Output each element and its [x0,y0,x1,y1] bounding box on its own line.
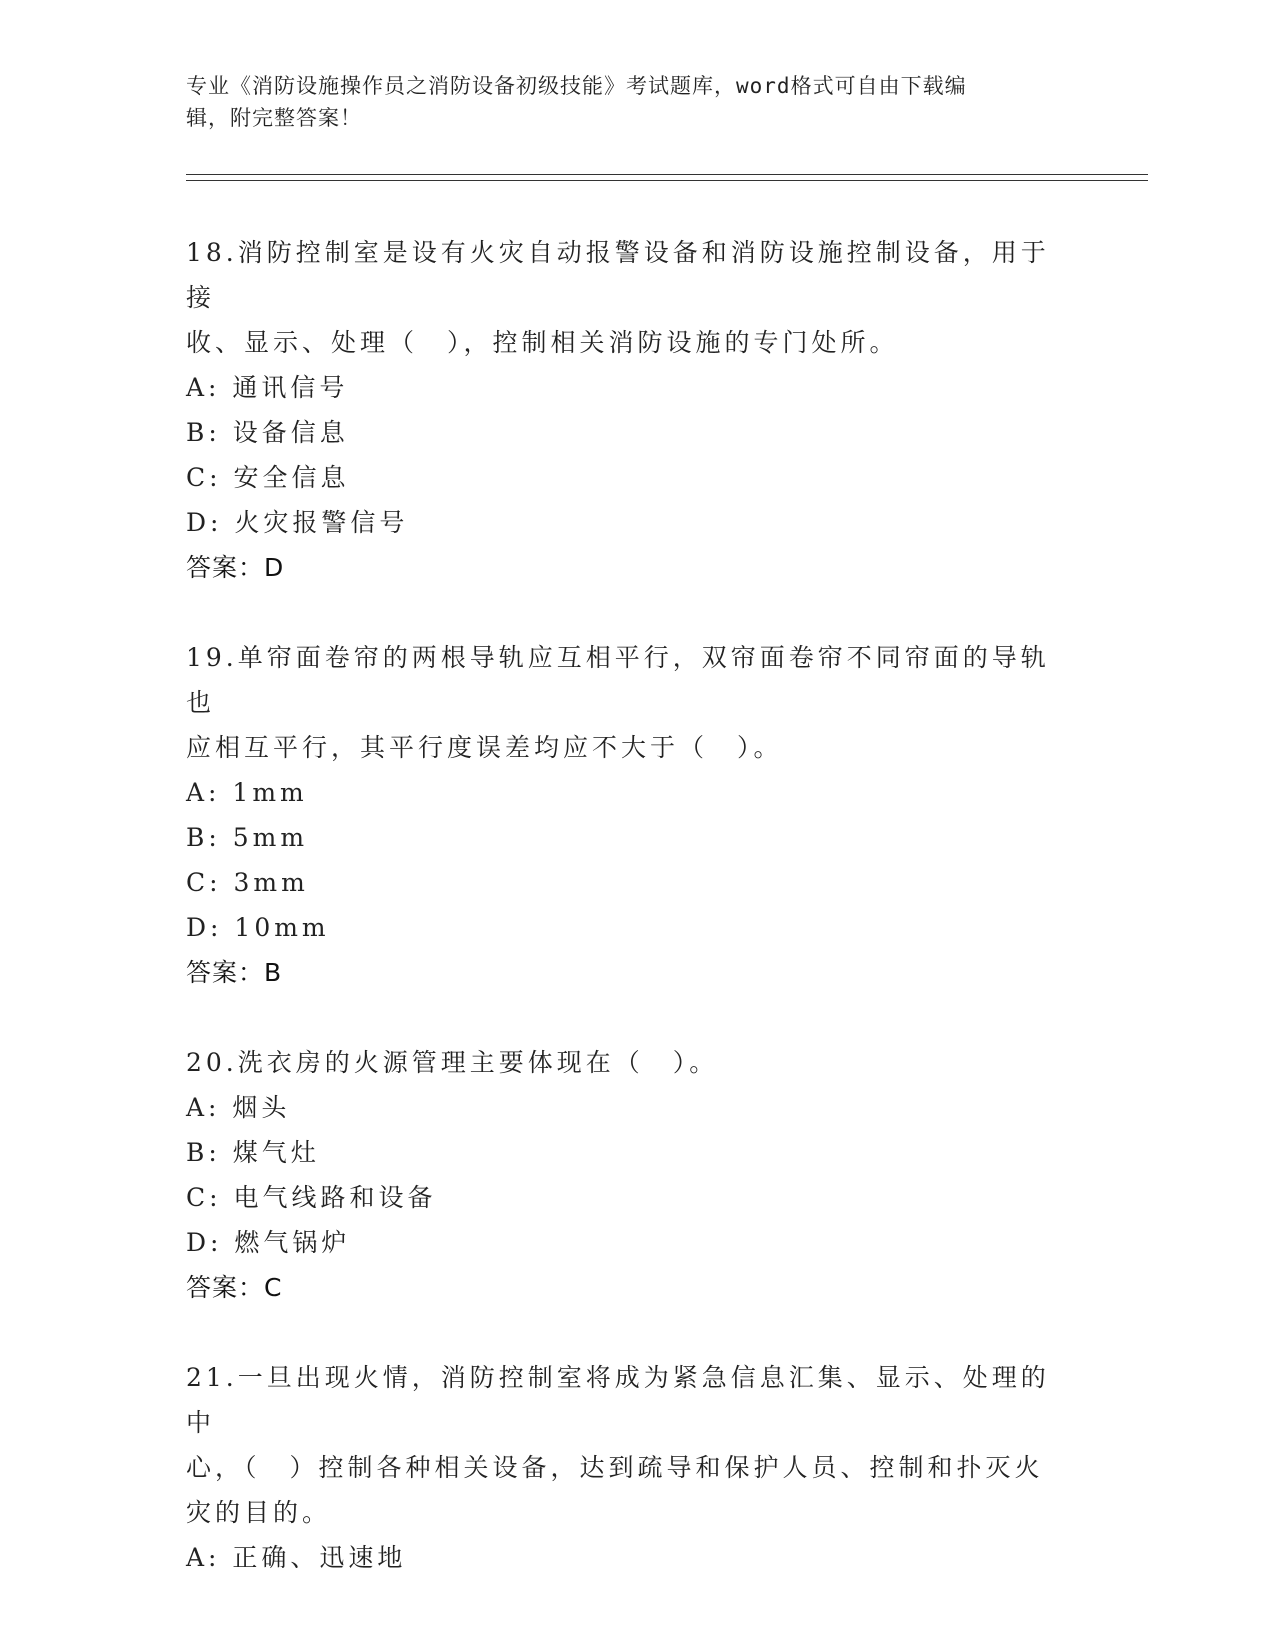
option-a: A: 通讯信号 [186,373,349,402]
option-d: D: 火灾报警信号 [186,508,409,537]
answer: 答案：C [186,1273,283,1302]
question-21 [186,1355,1066,1580]
option-d: D: 10mm [186,913,330,942]
question-stem-line: 心，（ ）控制各种相关设备，达到疏导和保护人员、控制和扑灭火 [186,1453,1044,1482]
header-title-line-2: 辑，附完整答案！ [186,106,362,130]
question-spacer [186,995,1066,1040]
question-20 [186,1040,1066,1310]
answer: 答案：B [186,958,283,987]
option-b: B: 设备信息 [186,418,349,447]
answer: 答案：D [186,553,285,582]
question-stem-line: 灾的目的。 [186,1498,332,1527]
option-d: D: 燃气锅炉 [186,1228,351,1257]
question-spacer [186,590,1066,635]
header-divider-bottom [186,180,1148,181]
header-title-line-1: 专业《消防设施操作员之消防设备初级技能》考试题库，word格式可自由下载编 [186,74,967,98]
question-stem-line: 收、显示、处理（ ），控制相关消防设施的专门处所。 [186,328,899,357]
option-a: A: 正确、迅速地 [186,1543,407,1572]
document-header [186,70,1066,134]
option-c: C: 安全信息 [186,463,350,492]
option-c: C: 电气线路和设备 [186,1183,437,1212]
question-stem-line: 19.单帘面卷帘的两根导轨应互相平行，双帘面卷帘不同帘面的导轨也 [186,643,1050,717]
option-a: A: 1mm [186,778,308,807]
question-list [186,230,1066,1580]
header-divider-top [186,174,1148,175]
question-stem-line: 20.洗衣房的火源管理主要体现在（ ）。 [186,1048,719,1077]
option-a: A: 烟头 [186,1093,291,1122]
question-19 [186,635,1066,995]
question-stem-line: 18.消防控制室是设有火灾自动报警设备和消防设施控制设备，用于接 [186,238,1050,312]
question-stem-line: 应相互平行，其平行度误差均应不大于（ ）。 [186,733,783,762]
question-stem-line: 21.一旦出现火情，消防控制室将成为紧急信息汇集、显示、处理的中 [186,1363,1050,1437]
option-b: B: 煤气灶 [186,1138,320,1167]
option-b: B: 5mm [186,823,309,852]
question-18 [186,230,1066,590]
question-spacer [186,1310,1066,1355]
option-c: C: 3mm [186,868,309,897]
